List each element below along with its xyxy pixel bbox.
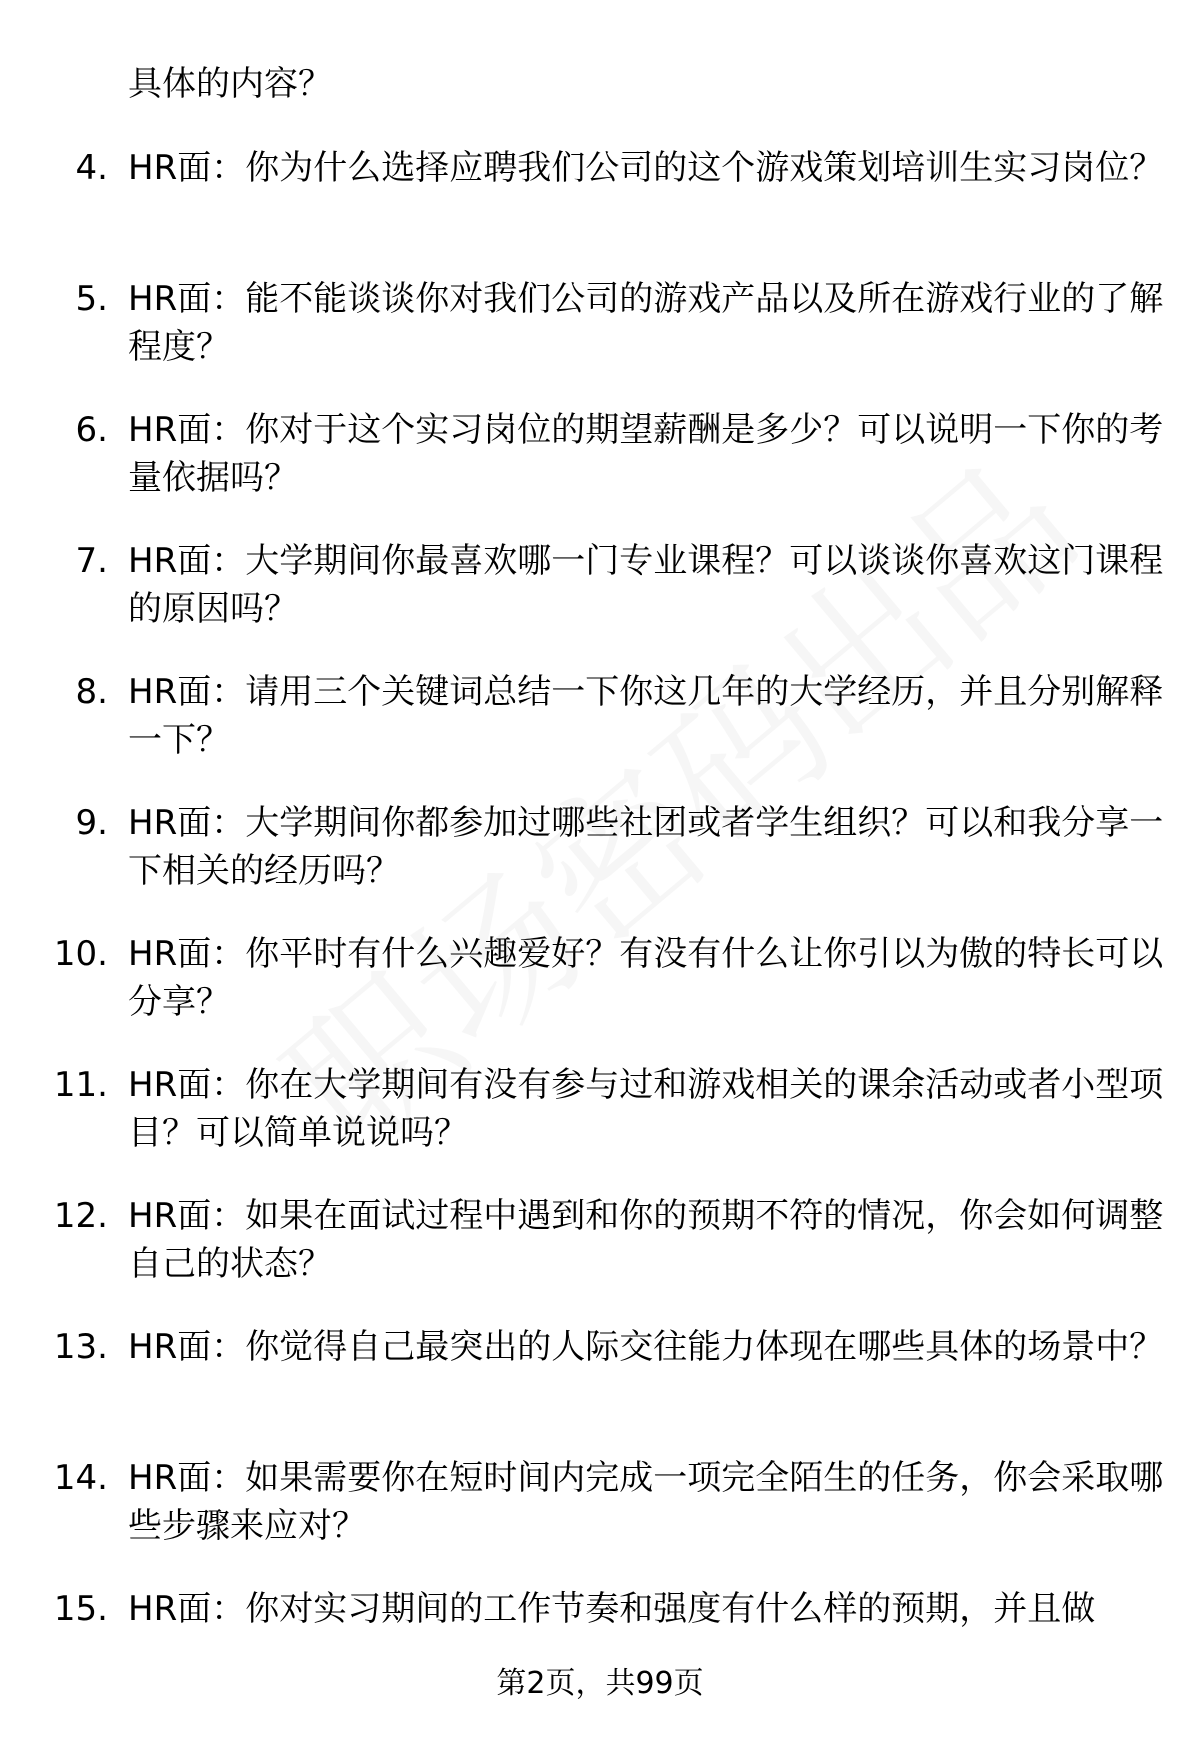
question-text: HR面：你对实习期间的工作节奏和强度有什么样的预期，并且做 [128, 1589, 1096, 1629]
question-text: HR面：你对于这个实习岗位的期望薪酬是多少？可以说明一下你的考量依据吗？ [128, 410, 1164, 498]
question-text: HR面：你为什么选择应聘我们公司的这个游戏策划培训生实习岗位？ [128, 148, 1164, 188]
question-number: 11. [53, 1065, 108, 1105]
question-number: 8. [75, 672, 108, 712]
question-item [0, 537, 1200, 668]
question-item [0, 1061, 1200, 1192]
question-item [0, 799, 1200, 930]
question-text: HR面：能不能谈谈你对我们公司的游戏产品以及所在游戏行业的了解程度？ [128, 279, 1164, 367]
question-number: 12. [53, 1196, 108, 1236]
question-text: HR面：如果需要你在短时间内完成一项完全陌生的任务，你会采取哪些步骤来应对？ [128, 1458, 1164, 1546]
continued-question-text: 具体的内容？ [128, 64, 332, 104]
question-list [0, 144, 1200, 1716]
question-item [0, 144, 1200, 275]
question-item [0, 406, 1200, 537]
question-number: 15. [53, 1589, 108, 1629]
question-number: 14. [53, 1458, 108, 1498]
question-item [0, 1192, 1200, 1323]
page-number-footer: 第2页，共99页 [496, 1666, 704, 1701]
question-text: HR面：你平时有什么兴趣爱好？有没有什么让你引以为傲的特长可以分享？ [128, 934, 1164, 1022]
question-text: HR面：你在大学期间有没有参与过和游戏相关的课余活动或者小型项目？可以简单说说吗？ [128, 1065, 1164, 1153]
question-text: HR面：你觉得自己最突出的人际交往能力体现在哪些具体的场景中？ [128, 1327, 1164, 1367]
question-item [0, 668, 1200, 799]
question-item [0, 1323, 1200, 1454]
question-number: 5. [75, 279, 108, 319]
question-text: HR面：请用三个关键词总结一下你这几年的大学经历，并且分别解释一下？ [128, 672, 1164, 760]
question-item [0, 930, 1200, 1061]
question-number: 6. [75, 410, 108, 450]
question-text: HR面：如果在面试过程中遇到和你的预期不符的情况，你会如何调整自己的状态？ [128, 1196, 1164, 1284]
question-item [0, 1454, 1200, 1585]
question-number: 7. [75, 541, 108, 581]
question-item [0, 275, 1200, 406]
question-number: 4. [75, 148, 108, 188]
question-number: 13. [53, 1327, 108, 1367]
question-text: HR面：大学期间你都参加过哪些社团或者学生组织？可以和我分享一下相关的经历吗？ [128, 803, 1164, 891]
question-number: 10. [53, 934, 108, 974]
question-number: 9. [75, 803, 108, 843]
question-text: HR面：大学期间你最喜欢哪一门专业课程？可以谈谈你喜欢这门课程的原因吗？ [128, 541, 1164, 629]
